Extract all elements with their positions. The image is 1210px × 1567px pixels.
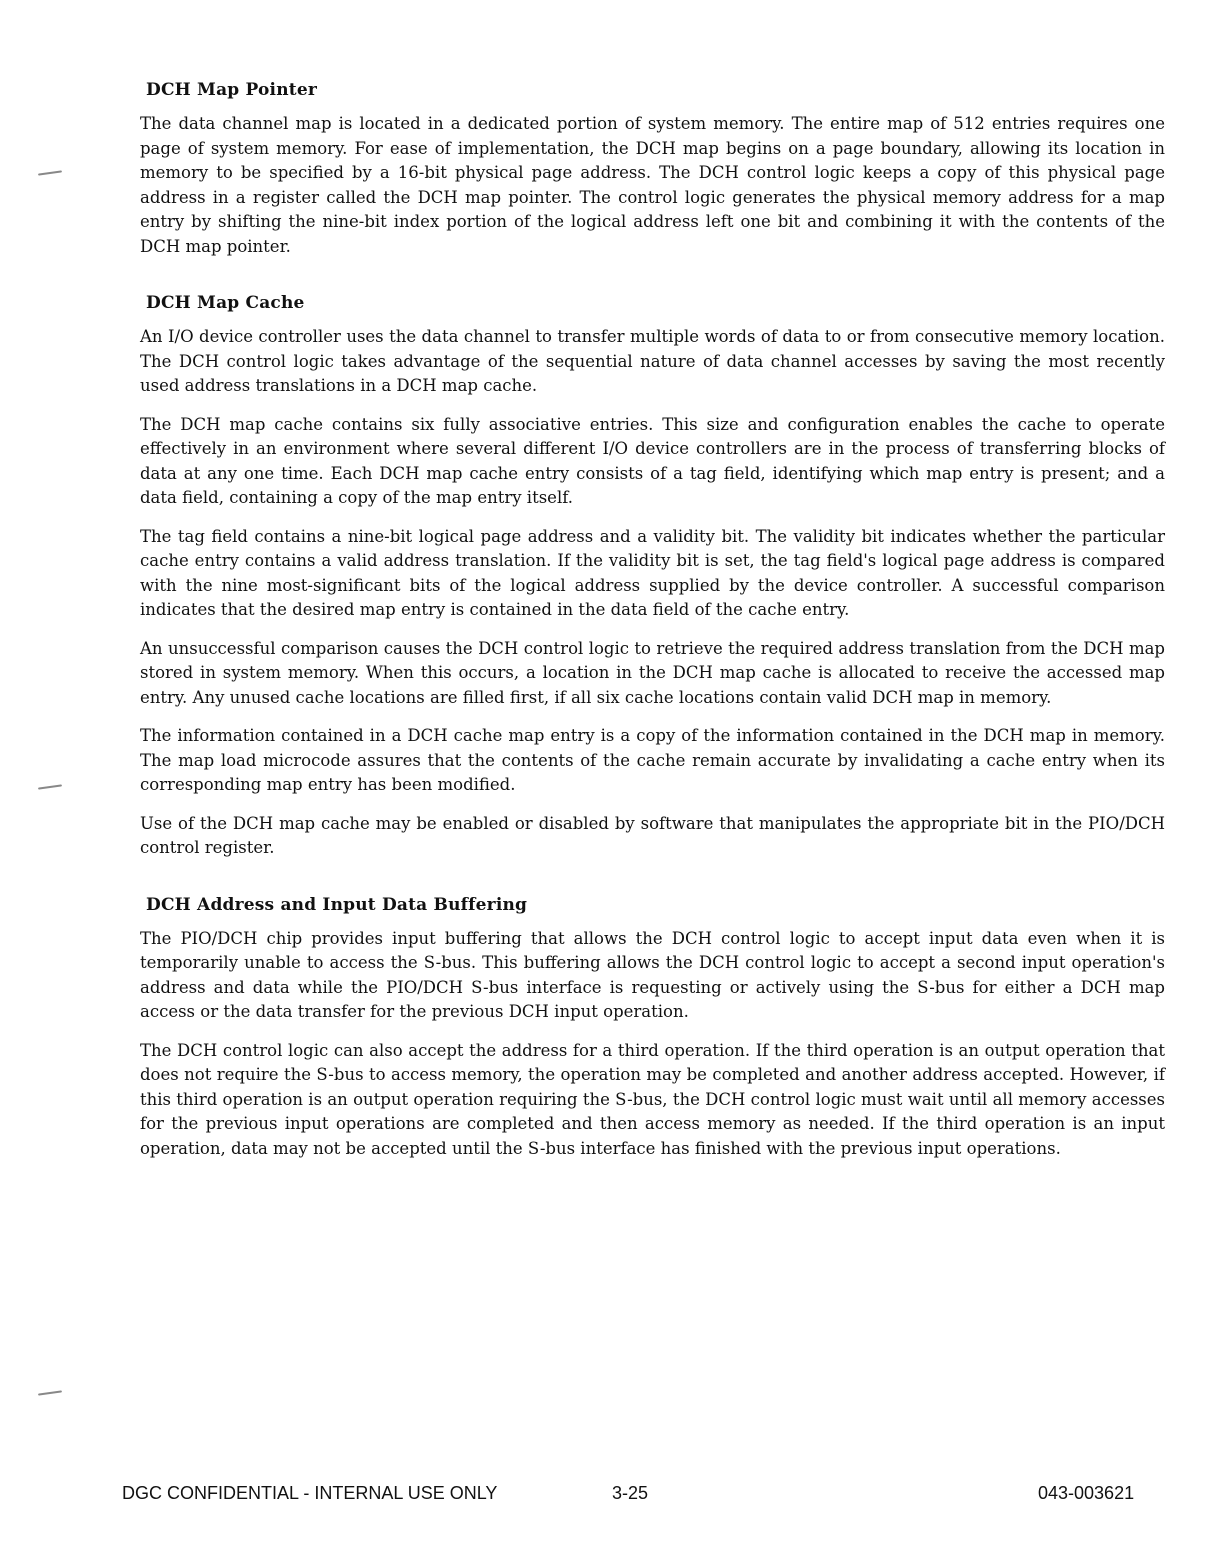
margin-mark bbox=[38, 784, 62, 789]
section-heading: DCH Map Cache bbox=[146, 293, 305, 313]
margin-mark bbox=[38, 170, 62, 175]
footer-confidential: DGC CONFIDENTIAL - INTERNAL USE ONLY bbox=[122, 1483, 498, 1503]
paragraph: The DCH control logic can also accept the address for a third operation. If the third operation is an output operation that does not require the S-bus to access memory, the operation may be completed and another address accepted. However, if this third operation is an output operation requiring the S-bus, the DCH control logic must wait until all memory accesses for the previous input operations are completed and then access memory as needed. If the third operation is an input operation, data may not be accepted until the S-bus interface has finished with the previous input operations. bbox=[140, 1040, 1165, 1158]
paragraph: An unsuccessful comparison causes the DCH control logic to retrieve the required address translation from the DCH map stored in system memory. When this occurs, a location in the DCH map cache is allocated to receive the accessed map entry. Any unused cache locations are filled first, if all six cache locations contain valid DCH map in memory. bbox=[140, 638, 1165, 707]
section-heading: DCH Address and Input Data Buffering bbox=[146, 894, 528, 915]
section-dch-map-cache bbox=[140, 293, 1165, 861]
footer-page-number: 3-25 bbox=[612, 1483, 649, 1503]
paragraph: The information contained in a DCH cache map entry is a copy of the information contained in the DCH map in memory. The map load microcode assures that the contents of the cache remain accurate by invalidating a cache entry when its corresponding map entry has been modified. bbox=[140, 726, 1165, 794]
section-dch-map-pointer bbox=[140, 80, 1165, 259]
paragraph: The DCH map cache contains six fully associative entries. This size and configuration enables the cache to operate effectively in an environment where several different I/O device controllers are in the process of transferring blocks of data at any one time. Each DCH map cache entry consists of a tag field, identifying which map entry is present; and a data field, containing a copy of the map entry itself. bbox=[140, 414, 1165, 507]
document-body bbox=[140, 80, 1165, 1175]
paragraph: An I/O device controller uses the data channel to transfer multiple words of data to or from consecutive memory location. The DCH control logic takes advantage of the sequential nature of data channel accesses by saving the most recently used address translations in a DCH map cache. bbox=[140, 327, 1165, 395]
margin-mark bbox=[38, 1390, 62, 1395]
section-dch-address-buffering bbox=[140, 895, 1165, 1162]
paragraph: The tag field contains a nine-bit logical page address and a validity bit. The validity bit indicates whether the particular cache entry contains a valid address translation. If the validity bit is set, the tag field's logical page address is compared with the nine most-significant bits of the logical address supplied by the device controller. A successful comparison indicates that the desired map entry is contained in the data field of the cache entry. bbox=[140, 526, 1165, 619]
footer-doc-number: 043-003621 bbox=[1038, 1483, 1135, 1503]
section-heading: DCH Map Pointer bbox=[146, 80, 317, 100]
paragraph: Use of the DCH map cache may be enabled or disabled by software that manipulates the appropriate bit in the PIO/DCH control register. bbox=[140, 813, 1165, 857]
paragraph: The data channel map is located in a dedicated portion of system memory. The entire map of 512 entries requires one page of system memory. For ease of implementation, the DCH map begins on a page boundary, allowing its location in memory to be specified by a 16-bit physical page address. The DCH control logic keeps a copy of this physical page address in a register called the DCH map pointer. The control logic generates the physical memory address for a map entry by shifting the nine-bit index portion of the logical address left one bit and combining it with the contents of the DCH map pointer. bbox=[140, 114, 1165, 256]
paragraph: The PIO/DCH chip provides input buffering that allows the DCH control logic to accept input data even when it is temporarily unable to access the S-bus. This buffering allows the DCH control logic to accept a second input operation's address and data while the PIO/DCH S-bus interface is requesting or actively using the S-bus for either a DCH map access or the data transfer for the previous DCH input operation. bbox=[140, 928, 1165, 1021]
